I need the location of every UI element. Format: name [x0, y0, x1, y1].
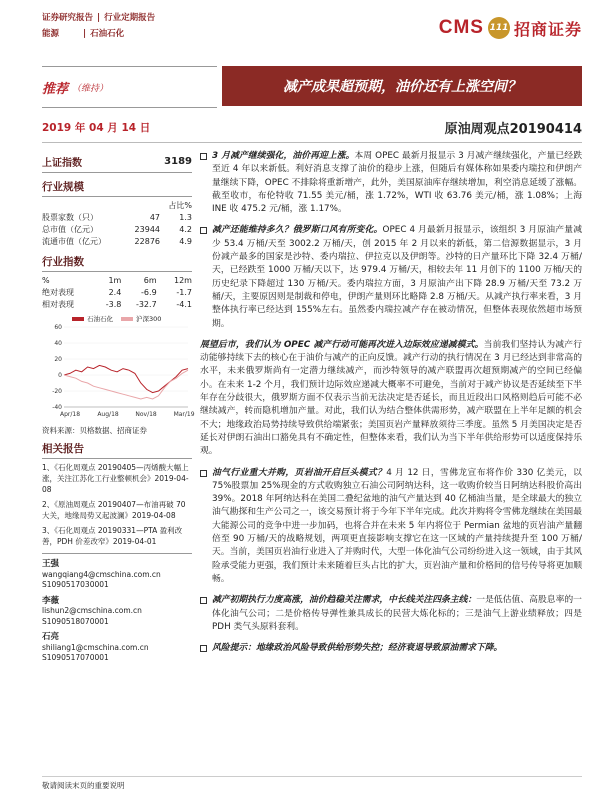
rating-note: （维持）: [72, 83, 109, 94]
analyst-license: S1090517070001: [42, 653, 109, 662]
performance-chart: [42, 323, 195, 423]
para-text: 一是低估值、高股息率的一体化油气公司；二是价格传导弹性兼具成长的民营大炼化标的；三是油气上游业绩释放；四是 PDH 类气头原料套利。: [212, 595, 582, 632]
logo-text-en: CMS: [438, 17, 484, 38]
index-block: [42, 150, 192, 173]
report-date: 2019 年 04 月 14 日: [42, 122, 151, 134]
x-tick-label: Nov/18: [135, 411, 157, 418]
bullet-icon: [200, 227, 207, 234]
analyst-email[interactable]: wangqiang4@cmschina.com.cn: [42, 569, 161, 579]
header-separator: |: [97, 13, 101, 23]
para-lead: 3 月减产继续强化，油价再迎上涨。: [212, 151, 355, 161]
series-line: [64, 365, 188, 392]
row-value: -3.8: [105, 300, 122, 309]
para-lead: 减产初期执行力度高涨，油价趋稳关注需求，中长线关注四条主线：: [212, 595, 477, 606]
analyst-email[interactable]: shiliang1@cmschina.com.cn: [42, 642, 149, 652]
report-category: 证券研究报告: [42, 13, 94, 23]
rating: 推荐: [42, 81, 69, 97]
row-value: 2.4: [108, 288, 122, 297]
paragraph: [200, 642, 582, 655]
report-header: [42, 10, 582, 58]
analyst-license: S1090518070001: [42, 616, 109, 626]
analyst-license: S1090517030001: [42, 580, 109, 589]
divider: [42, 553, 192, 554]
paragraph: [200, 339, 582, 459]
row-label: 股票家数（只）: [42, 213, 98, 222]
table-row: [42, 212, 192, 224]
related-report[interactable]: 1、《石化周观点 20190405—丙烯酸大幅上涨，关注江苏化工行业整顿机会》2019-04-08: [42, 463, 189, 494]
row-value: -6.9: [141, 288, 157, 297]
para-text: 本周 OPEC 最新月报显示 3 月减产继续强化，产量已经跌至近 4 年以来新低。利好消息支撑了油价的稳步上涨，但随后有媒体称如果委内瑞拉和伊朗产量继续下降，OPEC 不排除将重新增产，此外，美国原油库存继续增加，利空消息延缓了涨幅。截至收市，布伦特收 71.55 美元/桶，涨 1.72%，WTI 收 63.76 美元/桶，涨 1.08%；上海 INE 收 475.2 元/桶，涨 1.17%。: [212, 151, 582, 215]
y-tick-label: 0: [58, 372, 62, 379]
legend-item: [121, 314, 161, 323]
x-tick-label: Aug/18: [97, 411, 119, 418]
perf-unit: %: [42, 276, 50, 285]
legend-label: 沪深300: [136, 315, 162, 323]
para-lead: 风险提示：地缘政治风险导致供给形势失控；经济衰退导致原油需求下降。: [212, 643, 503, 654]
related-report[interactable]: 2、《原油周观点 20190407—布油再破 70 大关，地缘局势又起波澜》2019-04-08: [42, 500, 186, 520]
legend-swatch: [121, 317, 133, 321]
chart-legend: [42, 314, 192, 323]
sidebar: [42, 150, 195, 669]
row-share: 1.3: [179, 213, 192, 222]
legend-swatch: [72, 317, 84, 321]
analyst-name: 李薇: [42, 595, 60, 606]
table-row: [42, 236, 192, 248]
para-text: OPEC 4 月最新月报显示，该组织 3 月原油产量减少 53.4 万桶/天至 3002.2 万桶/天，创 2015 年 2 月以来的新低，第二信源数据显示，3 月份减产最多的国家是沙特、委内瑞拉、伊拉克以及伊朗等。沙特的日产量环比下降 32.4 万桶/天，已经跌至 1000 万桶/天以下，达 979.4 万桶/天，相较去年 11 月创下的 1100 万桶/天的历史纪录下降超过 130 万桶/天。委内瑞拉方面，3 月原油产出下降 28.9 万桶/天至 73.2 万桶/天，主要原因则是制裁和停电，伊朗产量则环比略降 2.8 万桶/天。从减产执行率来看，3 月整体执行率已经达到 155%左右。虽然委内瑞拉减产存在被动情况，但整体表现依然超市场预期。: [212, 225, 582, 329]
perf-header-row: [42, 275, 192, 287]
date-row: [42, 114, 582, 143]
row-value: -1.7: [176, 288, 192, 297]
para-text: 当前我们坚持认为减产行动能够持续下去的核心在于油价与减产的正向反馈。减产行动的执行情况在 3 月已经达到非常高的水平，未来俄罗斯尚有一定潜力继续减产，而沙特领导的减产联盟再次超预期减产的空间已经偏小。在未来 1-2 个月，我们预计边际效应递减大概率不可避免，当前对于减产协议是否延续至下半年存在分歧很大，俄罗斯方面不仅表示当前无法决定是否延长，而且近段出口风格则趋后可能不必继续减产，转而隐机增加产量。对此，我们认为结合整体供需形势，减产联盟在上半年足额的机会不大；地缘政治局势持续导致供给端紧张；美国页岩产量释放须待三季度。虽然 5 月美国决定是否延长对伊朗石油出口豁免具有不确定性，但整体来看，我们认为当下半年供给形势可以适度保持乐观。: [200, 339, 582, 457]
row-label: 绝对表现: [42, 288, 74, 297]
perf-col: 1m: [108, 276, 122, 285]
main-content: [200, 150, 582, 663]
y-tick-label: 40: [54, 340, 62, 347]
perf-col: 12m: [174, 276, 192, 285]
industry-scale-heading: 行业规模: [42, 179, 192, 197]
y-tick-label: -20: [52, 388, 62, 395]
row-value: -4.1: [176, 300, 192, 309]
para-lead: 减产还能维持多久？俄罗斯口风有所变化。: [212, 225, 383, 236]
legend-item: [72, 314, 113, 323]
report-title: 减产成果超预期，油价还有上涨空间？: [222, 66, 582, 106]
perf-col: 6m: [143, 276, 157, 285]
series-line: [64, 370, 188, 399]
logo-badge-icon: 111: [488, 17, 510, 39]
analyst-name: 石亮: [42, 632, 60, 642]
share-col-label: 占比%: [168, 201, 192, 210]
para-text: 4 月 12 日，雪佛龙宣布将作价 330 亿美元，以 75%股票加 25%现金的方式收购独立石油公司阿纳达科，这一收购价较当日阿纳达科股价高出 39%。2018 年阿纳达科在美国二叠纪盆地的油气产量达到 40 亿桶油当量，是全球最大的独立油气勘探和生产公司之一，该交易预计将于今年下半年完成。此次并购将令雪佛龙继续在美国最大能源公司的竞争中进一步加码，也将合并在未来 5 年内将位于 Permian 盆地的页岩油产量翻倍至 90 万桶/天的战略规划，两项更直接影响支撑它在这一区域的产量持续提升至 100 万桶/天。当前，美国页岩油行业进入了并购时代，大型一体化油气公司纷纷进入这一领域，由于其风险承受能力更强，我们预计未来随着巨头占比的扩大，页岩油产量和价格间的信号传导将更加顺畅。: [212, 467, 582, 584]
report-subtitle: 原油周观点20190414: [444, 122, 582, 137]
row-label: 总市值（亿元）: [42, 225, 98, 234]
sector-label: 能源: [42, 29, 60, 39]
report-type: 行业定期报告: [104, 13, 156, 23]
table-row: [42, 299, 192, 311]
row-label: 流通市值（亿元）: [42, 237, 106, 246]
chart-source: 资料来源：贝格数据、招商证券: [42, 426, 147, 435]
x-tick-label: Mar/19: [173, 411, 195, 418]
para-lead: 油气行业重大并购，页岩油开启巨头模式？: [212, 467, 387, 478]
row-value: 22876: [134, 237, 160, 246]
industry-index-heading: 行业指数: [42, 254, 192, 272]
rating-box: [42, 66, 217, 108]
bullet-icon: [200, 645, 207, 652]
y-tick-label: 60: [54, 324, 62, 331]
paragraph: [200, 224, 582, 330]
industry-col-header: [42, 200, 192, 212]
paragraph: [200, 594, 582, 634]
bullet-icon: [200, 153, 207, 160]
analyst-card: [42, 632, 192, 664]
row-value: 23944: [134, 225, 160, 234]
index-value: 3189: [164, 155, 192, 167]
analyst-name: 王强: [42, 559, 60, 569]
header-separator: |: [83, 29, 87, 39]
analyst-card: [42, 596, 192, 628]
table-row: [42, 287, 192, 299]
y-tick-label: -40: [52, 404, 62, 411]
related-reports-heading: 相关报告: [42, 441, 192, 459]
row-share: 4.2: [179, 225, 192, 234]
x-tick-label: Apr/18: [59, 411, 81, 418]
footer-note: 敬请阅读末页的重要说明: [42, 776, 582, 791]
table-row: [42, 224, 192, 236]
title-bar: [42, 66, 582, 106]
legend-label: 石油石化: [87, 315, 113, 323]
related-report[interactable]: 3、《石化周观点 20190331—PTA 盈利改善，PDH 价差改窄》2019-04-01: [42, 526, 183, 546]
bullet-icon: [200, 470, 207, 477]
row-value: -32.7: [135, 300, 157, 309]
paragraph: [200, 150, 582, 216]
logo-text-cn: 招商证券: [513, 19, 582, 39]
index-label: 上证指数: [42, 157, 82, 169]
company-logo: [439, 14, 582, 42]
paragraph: [200, 467, 582, 587]
industry-label: 石油石化: [90, 29, 125, 39]
para-lead: 展望后市，我们认为 OPEC 减产行动可能再次进入边际效应递减模式。: [200, 339, 484, 350]
y-tick-label: 20: [54, 356, 62, 363]
row-share: 4.9: [179, 237, 192, 246]
row-label: 相对表现: [42, 300, 74, 309]
row-value: 47: [149, 213, 160, 222]
bullet-icon: [200, 597, 207, 604]
analyst-email[interactable]: lishun2@cmschina.com.cn: [42, 606, 142, 615]
analyst-card: [42, 559, 192, 591]
